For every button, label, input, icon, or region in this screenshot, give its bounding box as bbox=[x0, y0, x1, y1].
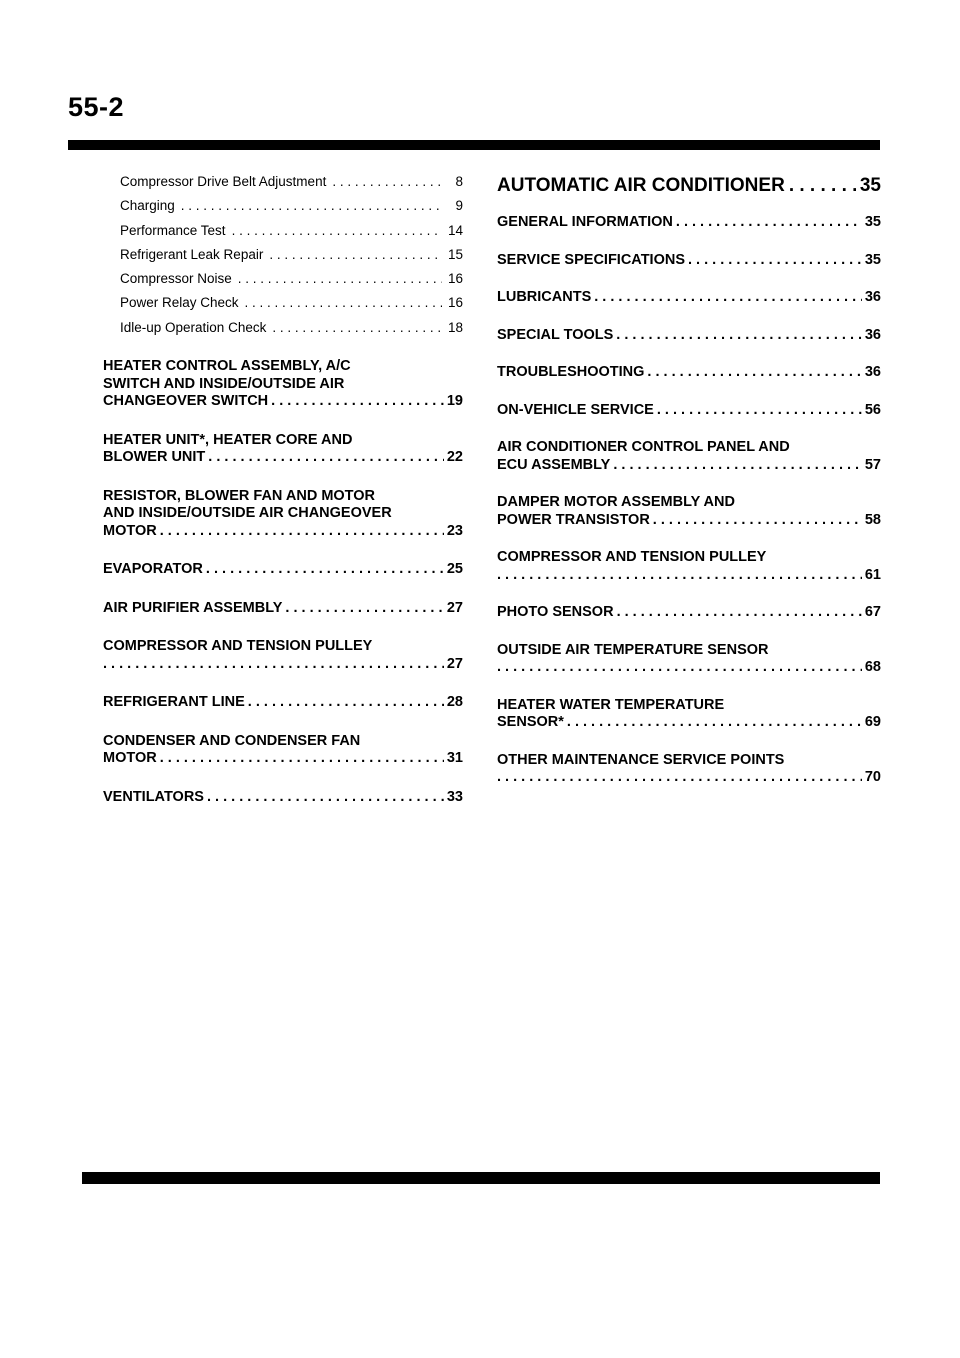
section-title: AUTOMATIC AIR CONDITIONER bbox=[497, 175, 785, 196]
dot-leader bbox=[245, 291, 442, 315]
toc-left-column bbox=[103, 170, 463, 806]
toc-major-entry[interactable] bbox=[497, 252, 881, 270]
toc-entry-title: MOTOR bbox=[103, 750, 157, 767]
toc-entry-title-line: COMPRESSOR AND TENSION PULLEY bbox=[103, 638, 373, 655]
toc-entry-page: 69 bbox=[864, 714, 881, 730]
toc-major-entry[interactable] bbox=[497, 327, 881, 345]
dot-leader bbox=[617, 604, 862, 622]
toc-entry-page: 27 bbox=[446, 599, 463, 616]
dot-leader bbox=[207, 789, 444, 807]
toc-major-entry[interactable] bbox=[497, 642, 881, 677]
toc-entry-page: 27 bbox=[446, 655, 463, 672]
dot-leader bbox=[594, 289, 862, 307]
toc-entry-page: 57 bbox=[864, 456, 881, 473]
dot-leader bbox=[271, 393, 444, 411]
toc-entry-page: 18 bbox=[447, 319, 463, 335]
toc-entry-title: POWER TRANSISTOR bbox=[497, 511, 650, 528]
toc-entry-title-line: CONDENSER AND CONDENSER FAN bbox=[103, 732, 361, 749]
toc-entry-title-line: HEATER WATER TEMPERATURE bbox=[497, 696, 725, 713]
toc-entry-title-line: COMPRESSOR AND TENSION PULLEY bbox=[497, 549, 767, 565]
dot-leader bbox=[497, 659, 862, 677]
toc-entry-title: AIR PURIFIER ASSEMBLY bbox=[103, 599, 283, 616]
dot-leader bbox=[676, 214, 862, 232]
dot-leader bbox=[160, 523, 444, 541]
bottom-rule bbox=[82, 1172, 880, 1184]
toc-entry-title: LUBRICANTS bbox=[497, 289, 592, 305]
dot-leader bbox=[232, 219, 442, 243]
toc-major-entry[interactable] bbox=[103, 358, 463, 411]
toc-entry-title: TROUBLESHOOTING bbox=[497, 364, 645, 380]
toc-entry-page: 9 bbox=[455, 198, 463, 214]
toc-major-entry[interactable] bbox=[497, 364, 881, 382]
toc-entry-page: 56 bbox=[864, 401, 881, 418]
dot-leader bbox=[332, 170, 443, 194]
toc-entry-page: 33 bbox=[446, 788, 463, 805]
toc-entry-title: BLOWER UNIT bbox=[103, 449, 206, 466]
toc-major-entry[interactable] bbox=[497, 697, 881, 732]
toc-major-entry[interactable] bbox=[497, 604, 881, 622]
toc-major-entry[interactable] bbox=[103, 561, 463, 579]
toc-sub-entry[interactable] bbox=[103, 267, 463, 291]
section-page: 35 bbox=[859, 175, 881, 196]
toc-major-entry[interactable] bbox=[103, 638, 463, 673]
dot-leader bbox=[567, 714, 862, 732]
toc-entry-page: 22 bbox=[446, 449, 463, 466]
toc-entry-title-line: AND INSIDE/OUTSIDE AIR CHANGEOVER bbox=[103, 505, 392, 522]
toc-entry-title: SENSOR* bbox=[497, 714, 564, 730]
dot-leader bbox=[613, 457, 862, 475]
dot-leader bbox=[616, 327, 862, 345]
toc-entry-page: 61 bbox=[864, 566, 881, 583]
dot-leader bbox=[285, 600, 443, 618]
toc-major-entry[interactable] bbox=[497, 752, 881, 787]
toc-major-entry[interactable] bbox=[103, 488, 463, 541]
toc-entry-page: 19 bbox=[446, 393, 463, 410]
dot-leader bbox=[272, 316, 442, 340]
toc-entry-title: MOTOR bbox=[103, 522, 157, 539]
toc-entry-title: PHOTO SENSOR bbox=[497, 604, 614, 620]
toc-entry-title: ECU ASSEMBLY bbox=[497, 456, 611, 473]
dot-leader bbox=[497, 769, 862, 787]
toc-entry-page: 16 bbox=[447, 271, 463, 287]
toc-entry-title-line: AIR CONDITIONER CONTROL PANEL AND bbox=[497, 439, 790, 455]
toc-entry-title: CHANGEOVER SWITCH bbox=[103, 393, 269, 410]
toc-entry-title: Power Relay Check bbox=[120, 295, 239, 311]
toc-entry-page: 23 bbox=[446, 522, 463, 539]
toc-entry-title-line: OTHER MAINTENANCE SERVICE POINTS bbox=[497, 751, 785, 768]
toc-sub-entry[interactable] bbox=[103, 170, 463, 194]
dot-leader bbox=[181, 194, 443, 218]
dot-leader bbox=[238, 267, 442, 291]
toc-entry-page: 68 bbox=[864, 659, 881, 675]
dot-leader bbox=[789, 174, 856, 198]
dot-leader bbox=[103, 656, 444, 674]
dot-leader bbox=[497, 567, 862, 585]
toc-sub-entry[interactable] bbox=[103, 219, 463, 243]
toc-entry-title-line: OUTSIDE AIR TEMPERATURE SENSOR bbox=[497, 641, 769, 658]
dot-leader bbox=[160, 750, 444, 768]
toc-section-title[interactable] bbox=[497, 174, 881, 198]
dot-leader bbox=[688, 252, 862, 270]
toc-entry-title-line: HEATER UNIT*, HEATER CORE AND bbox=[103, 431, 353, 448]
toc-entry-title: SPECIAL TOOLS bbox=[497, 326, 614, 343]
toc-major-entry[interactable] bbox=[497, 549, 881, 584]
toc-entry-title: Charging bbox=[120, 198, 175, 214]
toc-entry-title-line: RESISTOR, BLOWER FAN AND MOTOR bbox=[103, 487, 376, 504]
toc-entry-page: 31 bbox=[446, 750, 463, 767]
toc-right-column bbox=[497, 170, 881, 787]
toc-major-entry[interactable] bbox=[103, 694, 463, 712]
toc-entry-page: 36 bbox=[864, 289, 881, 305]
toc-entry-title: Performance Test bbox=[120, 222, 226, 238]
toc-entry-title: Compressor Noise bbox=[120, 271, 232, 287]
toc-sub-entry[interactable] bbox=[103, 194, 463, 218]
top-rule bbox=[68, 140, 880, 150]
toc-major-entry[interactable] bbox=[103, 789, 463, 807]
toc-major-entry[interactable] bbox=[103, 733, 463, 768]
dot-leader bbox=[208, 449, 444, 467]
toc-entry-page: 28 bbox=[446, 694, 463, 711]
toc-entry-page: 70 bbox=[864, 769, 881, 785]
toc-entry-title-line: DAMPER MOTOR ASSEMBLY AND bbox=[497, 494, 735, 510]
toc-entry-page: 35 bbox=[864, 214, 881, 230]
toc-entry-page: 15 bbox=[447, 246, 463, 262]
toc-entry-page: 8 bbox=[455, 174, 463, 189]
toc-entry-title: VENTILATORS bbox=[103, 788, 204, 805]
toc-entry-page: 16 bbox=[447, 295, 463, 311]
dot-leader bbox=[647, 364, 861, 382]
toc-sub-entry[interactable] bbox=[103, 291, 463, 315]
toc-major-entry[interactable] bbox=[497, 289, 881, 307]
toc-entry-title: Refrigerant Leak Repair bbox=[120, 246, 264, 262]
toc-major-entry[interactable] bbox=[103, 432, 463, 467]
toc-entry-page: 14 bbox=[447, 222, 463, 238]
dot-leader bbox=[657, 402, 862, 420]
toc-entry-page: 36 bbox=[864, 364, 881, 380]
dot-leader bbox=[653, 512, 862, 530]
toc-major-entry[interactable] bbox=[497, 439, 881, 474]
page-number: 55-2 bbox=[68, 92, 125, 122]
toc-entry-page: 36 bbox=[864, 326, 881, 343]
toc-entry-page: 58 bbox=[864, 511, 881, 528]
toc-major-entry[interactable] bbox=[497, 214, 881, 232]
toc-entry-page: 35 bbox=[864, 251, 881, 268]
toc-entry-page: 67 bbox=[864, 604, 881, 620]
dot-leader bbox=[269, 243, 442, 267]
toc-entry-title: Compressor Drive Belt Adjustment bbox=[120, 174, 327, 189]
toc-entry-title: EVAPORATOR bbox=[103, 561, 203, 578]
dot-leader bbox=[206, 561, 444, 579]
toc-entry-title: Idle-up Operation Check bbox=[120, 319, 267, 335]
toc-entry-title: ON-VEHICLE SERVICE bbox=[497, 401, 654, 418]
toc-entry-title: REFRIGERANT LINE bbox=[103, 694, 245, 711]
toc-major-entry[interactable] bbox=[497, 402, 881, 420]
toc-entry-title-line: SWITCH AND INSIDE/OUTSIDE AIR bbox=[103, 375, 345, 392]
toc-major-entry[interactable] bbox=[497, 494, 881, 529]
toc-sub-entry[interactable] bbox=[103, 243, 463, 267]
toc-sub-entry[interactable] bbox=[103, 316, 463, 340]
toc-entry-page: 25 bbox=[446, 561, 463, 578]
toc-major-entry[interactable] bbox=[103, 600, 463, 618]
toc-entry-title: GENERAL INFORMATION bbox=[497, 214, 673, 230]
toc-entry-title: SERVICE SPECIFICATIONS bbox=[497, 251, 685, 268]
dot-leader bbox=[248, 694, 444, 712]
toc-entry-title-line: HEATER CONTROL ASSEMBLY, A/C bbox=[103, 358, 351, 375]
